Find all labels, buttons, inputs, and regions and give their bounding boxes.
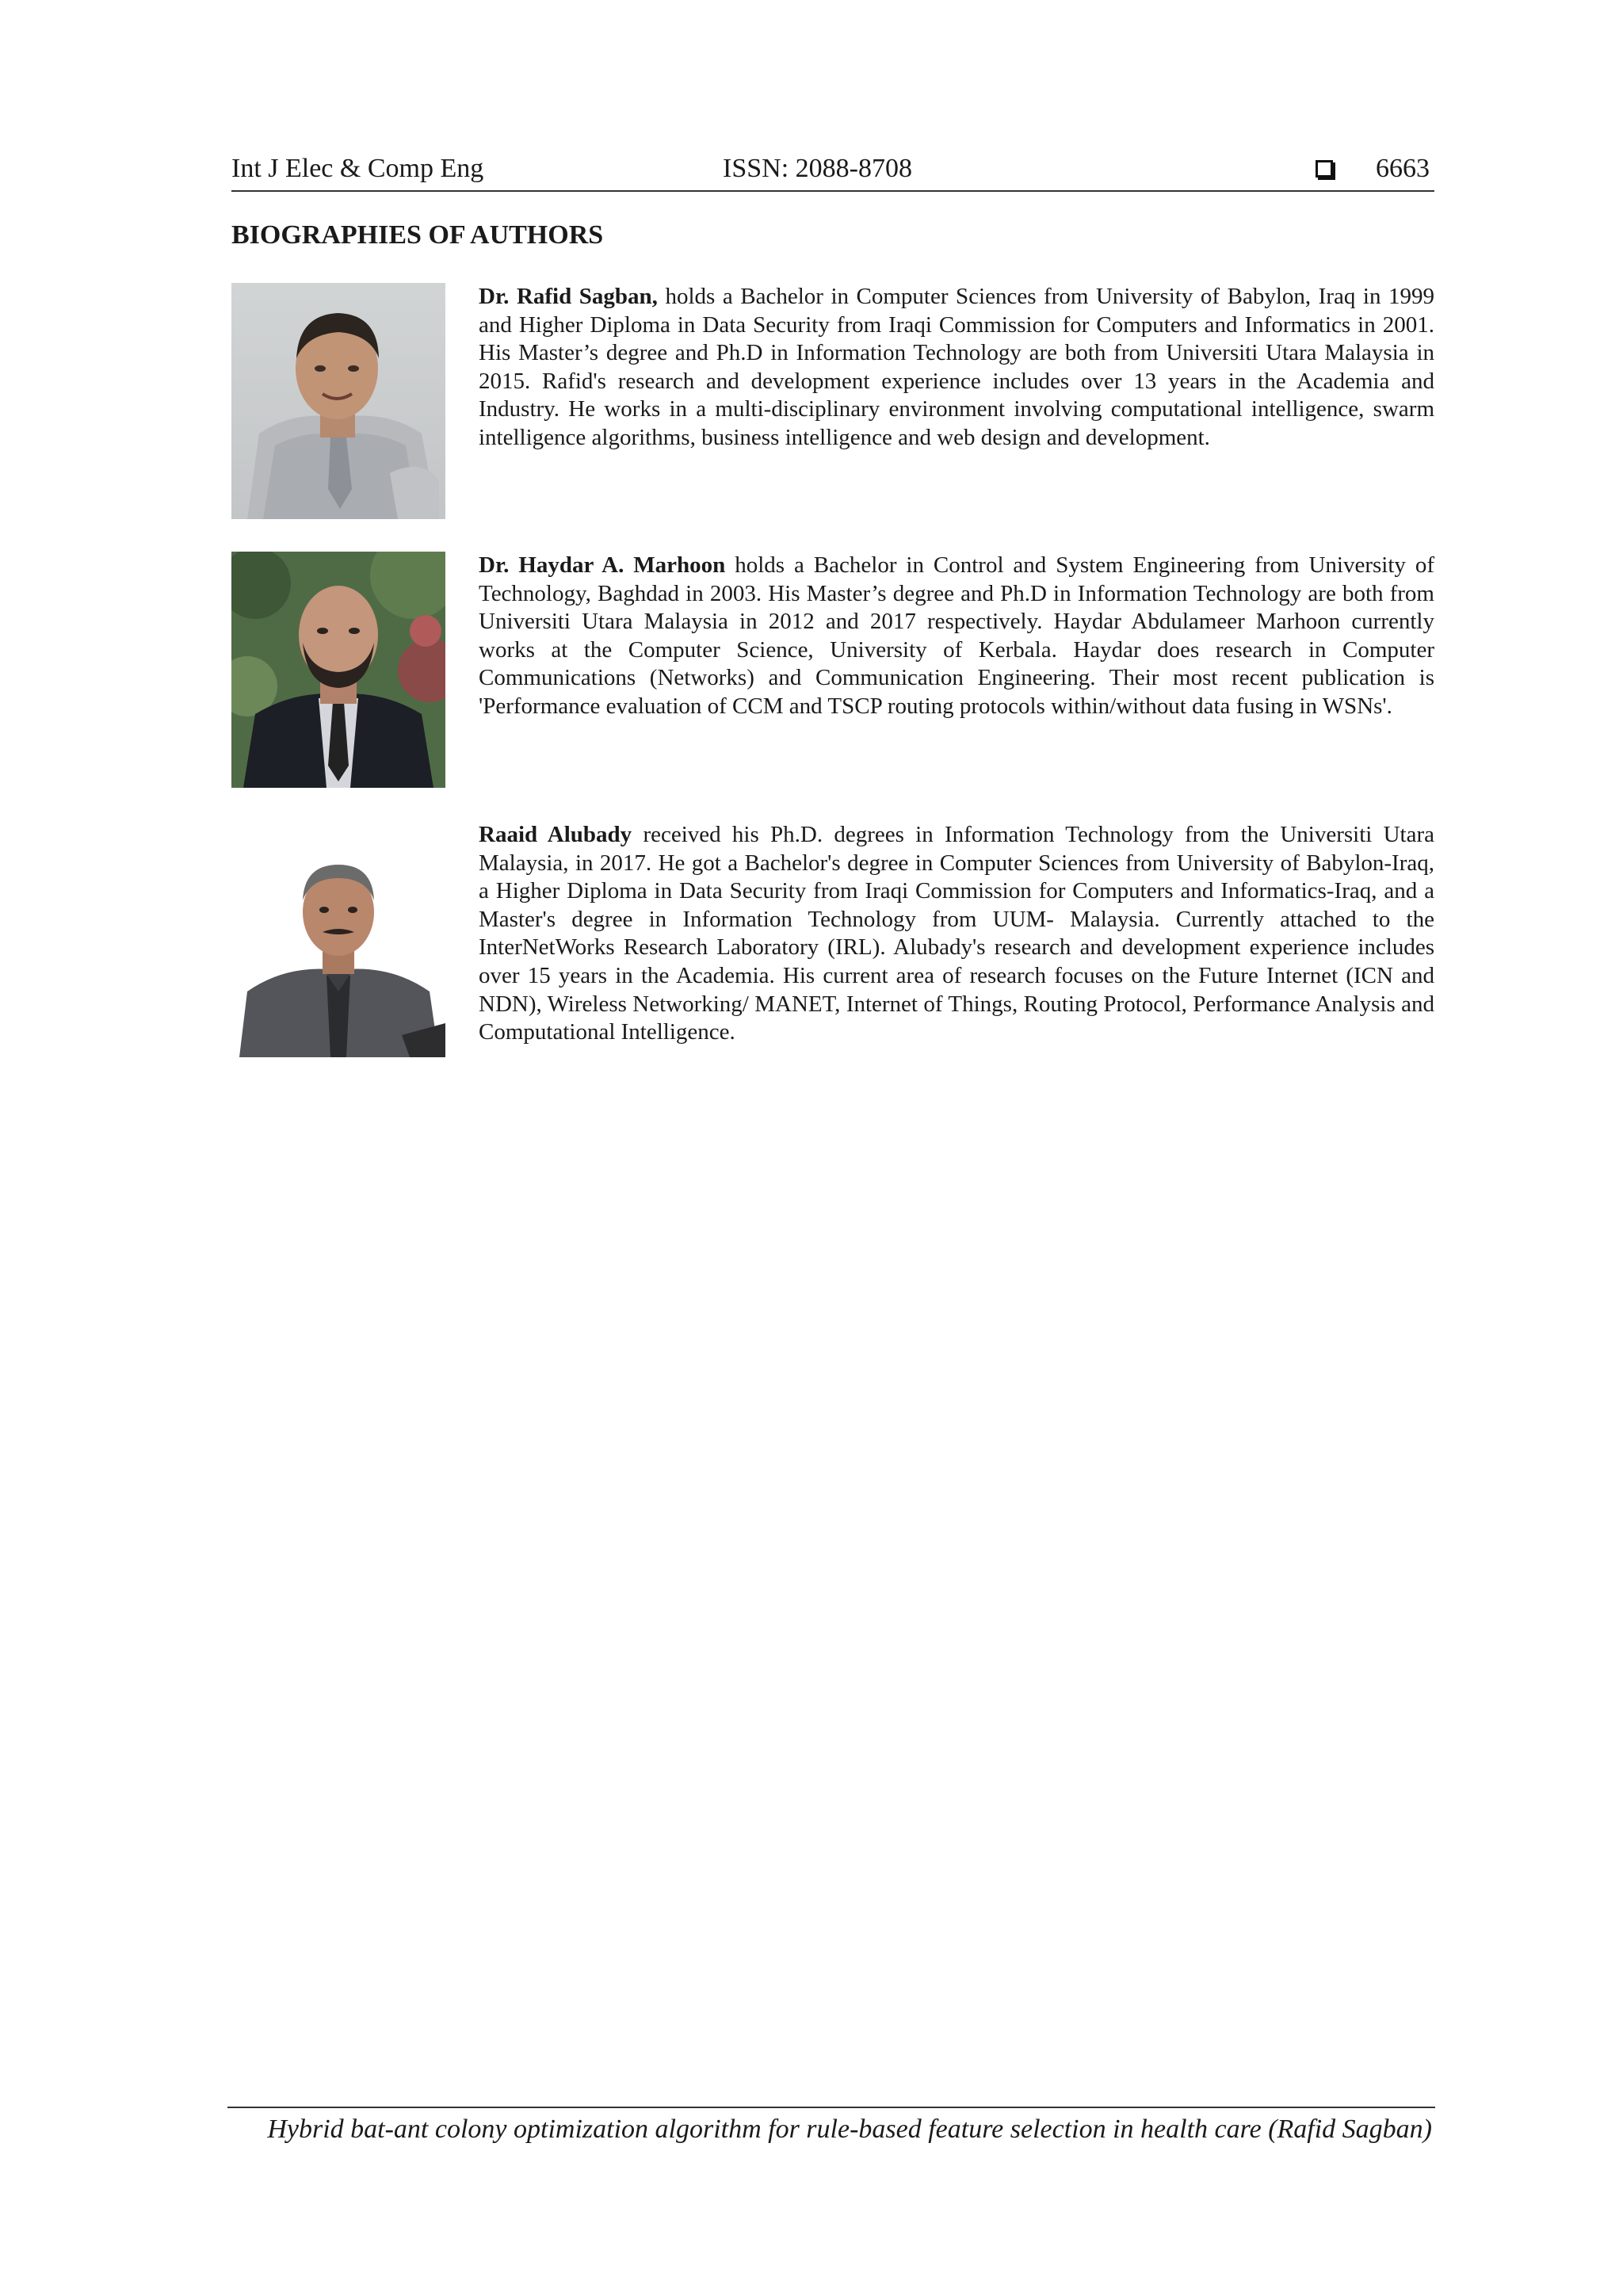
running-title: Hybrid bat-ant colony optimization algorithm for rule-based feature selection in health care (Rafid Sagban) bbox=[267, 2115, 1432, 2144]
author-name: Dr. Haydar A. Marhoon bbox=[479, 552, 726, 578]
issn: ISSN: 2088-8708 bbox=[723, 154, 912, 183]
square-box-icon bbox=[1316, 160, 1333, 178]
page-header bbox=[231, 152, 1434, 192]
author-name: Raaid Alubady bbox=[479, 822, 632, 847]
author-photo-image bbox=[231, 552, 445, 788]
author-bio-text bbox=[479, 821, 1434, 1047]
author-name: Dr. Rafid Sagban, bbox=[479, 284, 658, 309]
author-bio-body: holds a Bachelor in Control and System Engineering from University of Technology, Baghdad in 2003. His Master’s degree and Ph.D in Information Technology are both from Universiti Utara Malaysia in 2012 and 2017 respectively. Haydar Abdulameer Marhoon currently works at the Computer Science, University of Kerbala. Haydar does research in Computer Communications (Networks) and Communication Engineering. Their most recent publication is 'Performance evaluation of CCM and TSCP routing protocols within/without data fusing in WSNs'. bbox=[479, 552, 1435, 719]
author-photo bbox=[231, 552, 445, 788]
author-photo bbox=[231, 821, 445, 1057]
journal-name: Int J Elec & Comp Eng bbox=[231, 154, 484, 183]
author-bio-body: received his Ph.D. degrees in Information Technology from the Universiti Utara Malaysia, in 2017. He got a Bachelor's degree in Computer Sciences from University of Babylon-Iraq, a Higher Diploma in Data Security from Iraqi Commission for Computers and Informatics-Iraq, and a Master's degree in Information Technology from UUM- Malaysia. Currently attached to the InterNetWorks Research Laboratory (IRL). Alubady's research and development experience includes over 15 years in the Academia. His current area of research focuses on the Future Internet (ICN and NDN), Wireless Networking/ MANET, Internet of Things, Routing Protocol, Performance Analysis and Computational Intelligence. bbox=[479, 822, 1434, 1045]
author-bio-body: holds a Bachelor in Computer Sciences from University of Babylon, Iraq in 1999 and Higher Diploma in Data Security from Iraqi Commission for Computers and Informatics in 2001. His Master’s degree and Ph.D in Information Technology are both from Universiti Utara Malaysia in 2015. Rafid's research and development experience includes over 13 years in the Academia and Industry. He works in a multi-disciplinary environment involving computational intelligence, swarm intelligence algorithms, business intelligence and web design and development. bbox=[479, 284, 1435, 450]
author-photo-image bbox=[231, 283, 445, 519]
author-photo-image bbox=[231, 821, 445, 1057]
page-footer bbox=[227, 2107, 1435, 2145]
author-bio-text bbox=[479, 283, 1434, 453]
page-number: 6663 bbox=[1376, 154, 1430, 183]
author-bio-text bbox=[479, 552, 1434, 721]
author-photo bbox=[231, 283, 445, 519]
section-heading: BIOGRAPHIES OF AUTHORS bbox=[231, 220, 604, 250]
